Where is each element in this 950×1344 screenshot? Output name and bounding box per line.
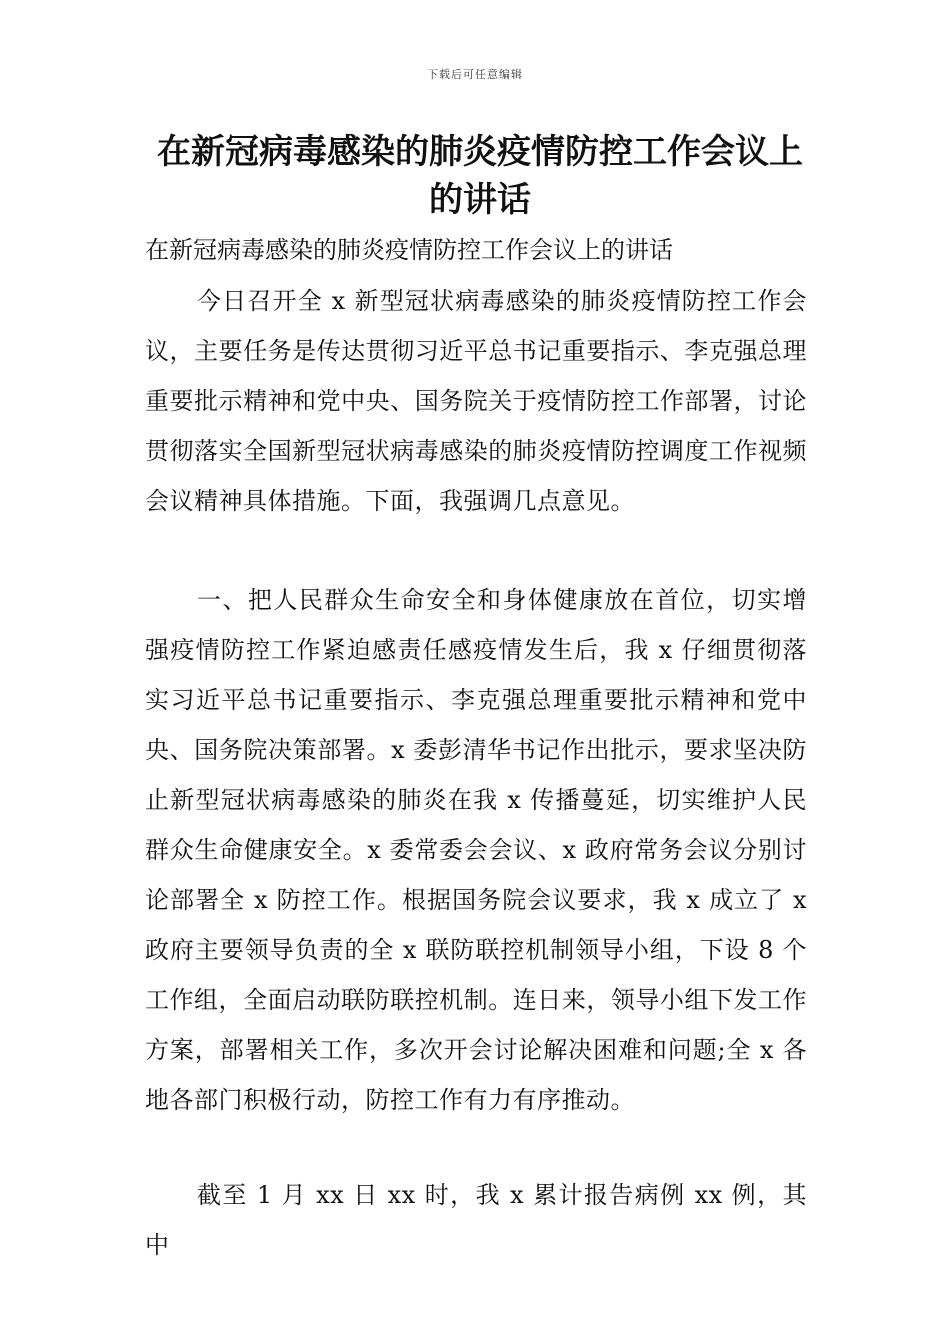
paragraph-section-one: 一、把人民群众生命安全和身体健康放在首位，切实增强疫情防控工作紧迫感责任感疫情发生后，我 x 仔细贯彻落实习近平总书记重要指示、李克强总理重要批示精神和党中央、国务院决策部署。x 委彭清华书记作出批示，要求坚决防止新型冠状病毒感染的肺炎在我 x 传播蔓延，切实维护人民群众生命健康安全。x 委常委会会议、x 政府常务会议分别讨论部署全 x 防控工作。根据国务院会议要求，我 x 成立了 x 政府主要领导负责的全 x 联防联控机制领导小组，下设 8 个工作组，全面启动联防联控机制。连日来，领导小组下发工作方案，部署相关工作，多次开会讨论解决困难和问题;全 x 各地各部门积极行动，防控工作有力有序推动。 [145,586,807,1114]
paragraph-statistics: 截至 1 月 xx 日 xx 时，我 x 累计报告病例 xx 例，其中 [145,1181,807,1259]
document-title: 在新冠病毒感染的肺炎疫情防控工作会议上的讲话 [157,132,803,220]
paragraph-intro: 今日召开全 x 新型冠状病毒感染的肺炎疫情防控工作会议，主要任务是传达贯彻习近平总书记重要指示、李克强总理重要批示精神和党中央、国务院关于疫情防控工作部署，讨论贯彻落实全国新型冠状病毒感染的肺炎疫情防控调度工作视频会议精神具体措施。下面，我强调几点意见。 [145,287,807,515]
header-note: 下载后可任意编辑 [427,68,523,81]
document-subtitle: 在新冠病毒感染的肺炎疫情防控工作会议上的讲话 [145,236,673,264]
